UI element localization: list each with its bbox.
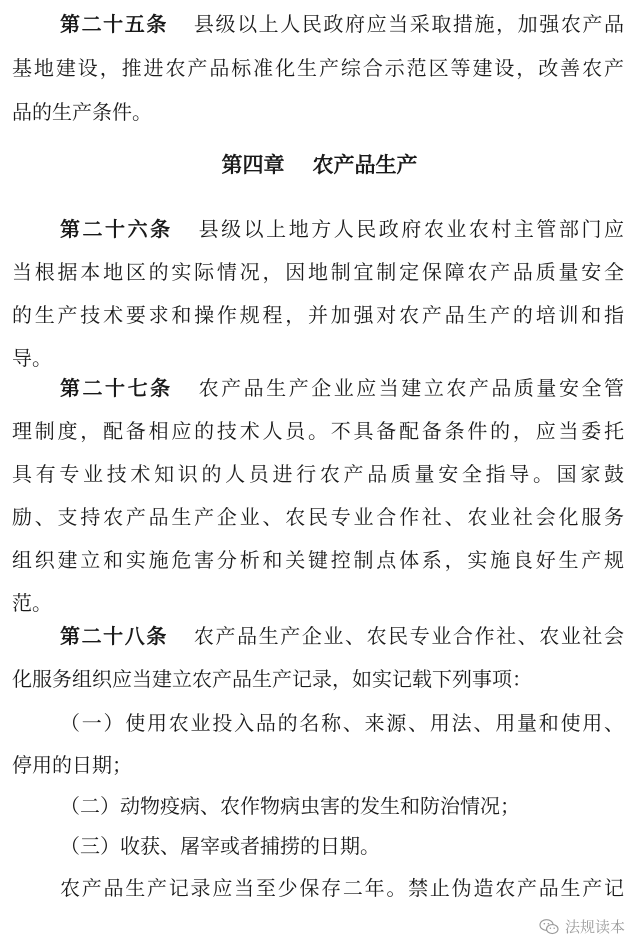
article-27-line-1 xyxy=(12,374,624,402)
article-25-number: 第二十五条 xyxy=(60,12,168,36)
article-26-line-2: 当根据本地区的实际情况，因地制宜制定保障农产品质量安全 xyxy=(12,260,624,284)
article-27-line-4: 励、支持农产品生产企业、农民专业合作社、农业社会化服务 xyxy=(12,505,624,529)
article-27-line-5: 组织建立和实施危害分析和关键控制点体系，实施良好生产规 xyxy=(12,548,624,572)
article-26-line-3: 的生产技术要求和操作规程，并加强对农产品生产的培训和指 xyxy=(12,303,624,327)
article-25-line-2: 基地建设，推进农产品标准化生产综合示范区等建设，改善农产 xyxy=(12,56,624,80)
article-25-text-1: 县级以上人民政府应当采取措施，加强农产品 xyxy=(193,12,625,36)
article-27-line-6: 范。 xyxy=(12,591,52,615)
article-26-line-4: 导。 xyxy=(12,346,52,370)
article-28-item-3: （三）收获、屠宰或者捕捞的日期。 xyxy=(60,834,380,858)
article-28-line-2: 化服务组织应当建立农产品生产记录，如实记载下列事项： xyxy=(12,667,532,691)
watermark-text: 法规读本 xyxy=(564,918,625,936)
article-28-item-2: （二）动物疫病、农作物病虫害的发生和防治情况； xyxy=(60,794,520,818)
article-28-item-1: （一）使用农业投入品的名称、来源、用法、用量和使用、 xyxy=(60,711,624,735)
article-26-number: 第二十六条 xyxy=(60,217,173,241)
article-27-number: 第二十七条 xyxy=(60,376,173,400)
article-26-line-1 xyxy=(12,215,624,243)
article-27-text-1: 农产品生产企业应当建立农产品质量安全管 xyxy=(198,376,625,400)
article-28-continuation: 农产品生产记录应当至少保存二年。禁止伪造农产品生产记 xyxy=(60,876,624,900)
article-25-line-1 xyxy=(12,10,624,38)
watermark xyxy=(539,916,625,937)
article-25-line-3: 品的生产条件。 xyxy=(12,100,152,124)
article-26-text-1: 县级以上地方人民政府农业农村主管部门应 xyxy=(198,217,625,241)
article-28-line-1 xyxy=(12,622,624,650)
chapter-number: 第四章 xyxy=(221,152,285,177)
chapter-title: 农产品生产 xyxy=(312,152,418,177)
article-27-line-3: 具有专业技术知识的人员进行农产品质量安全指导。国家鼓 xyxy=(12,462,624,486)
article-28-text-1: 农产品生产企业、农民专业合作社、农业社会 xyxy=(193,624,625,648)
article-28-number: 第二十八条 xyxy=(60,624,168,648)
article-28-item-1-cont: 停用的日期； xyxy=(12,753,132,777)
article-27-line-2: 理制度，配备相应的技术人员。不具备配备条件的，应当委托 xyxy=(12,419,624,443)
chapter-heading xyxy=(0,150,639,180)
wechat-icon xyxy=(539,918,559,936)
